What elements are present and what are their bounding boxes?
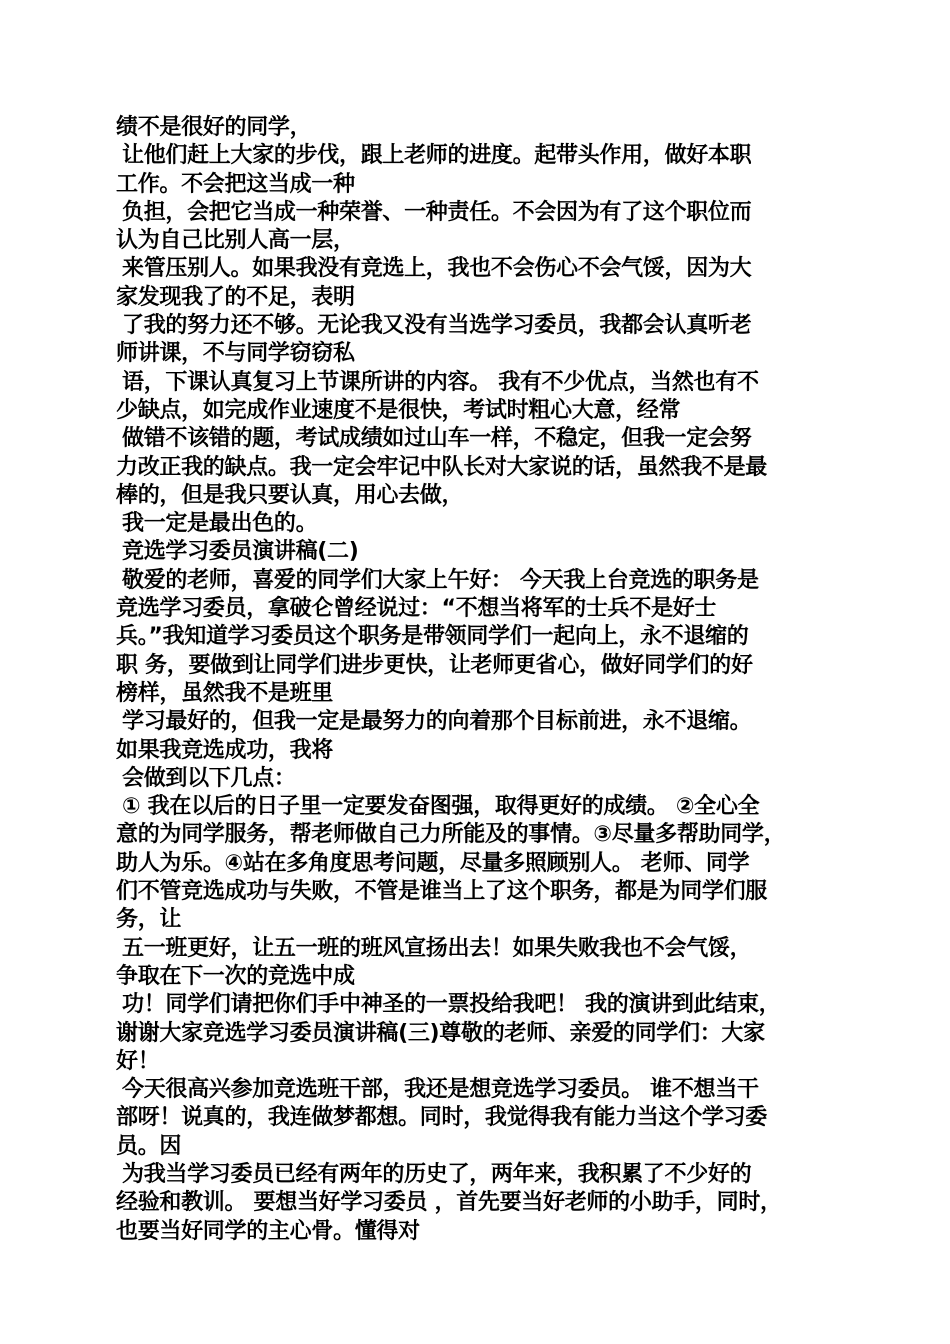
text-line: 争取在下一次的竞选中成: [116, 963, 355, 989]
text-line: 少缺点，如完成作业速度不是很快，考试时粗心大意，经常: [116, 397, 681, 423]
text-line: 竞选学习委员，拿破仑曾经说过：“不想当将军的士兵不是好士: [116, 596, 717, 622]
text-line: 谢谢大家竞选学习委员演讲稿(三)尊敬的老师、亲爱的同学们：大家: [116, 1020, 765, 1046]
text-line: 了我的努力还不够。无论我又没有当选学习委员，我都会认真听老: [122, 313, 752, 339]
text-line: 今天很高兴参加竞选班干部，我还是想竞选学习委员。 谁不想当干: [122, 1077, 759, 1103]
document-body: [116, 114, 844, 1246]
text-line: 五一班更好，让五一班的班风宣扬出去！如果失败我也不会气馁，: [122, 935, 752, 961]
text-line: 工作。不会把这当成一种: [116, 171, 355, 197]
text-line: 棒的，但是我只要认真，用心去做，: [116, 482, 464, 508]
text-line: 功！同学们请把你们手中神圣的一票投给我吧！ 我的演讲到此结束，: [122, 992, 781, 1018]
text-line: 竞选学习委员演讲稿(二): [122, 539, 359, 565]
text-line: 员。因: [116, 1133, 182, 1159]
text-line: 做错不该错的题，考试成绩如过山车一样，不稳定，但我一定会努: [122, 426, 752, 452]
text-line: 学习最好的，但我一定是最努力的向着那个目标前进，永不退缩。: [122, 709, 752, 735]
text-line: ① 我在以后的日子里一定要发奋图强，取得更好的成绩。 ②全心全: [122, 794, 760, 820]
text-line: 绩不是很好的同学，: [116, 115, 312, 140]
text-line: 认为自己比别人高一层，: [116, 228, 355, 254]
text-line: 榜样，虽然我不是班里: [116, 680, 334, 706]
text-line: 们不管竞选成功与失败，不管是谁当上了这个职务，都是为同学们服: [116, 879, 768, 905]
text-line: 让他们赶上大家的步伐，跟上老师的进度。起带头作用，做好本职: [122, 143, 752, 169]
text-line: 我一定是最出色的。: [122, 511, 318, 537]
text-line: 语，下课认真复习上节课所讲的内容。 我有不少优点，当然也有不: [122, 369, 759, 395]
text-line: 助人为乐。④站在多角度思考问题，尽量多照顾别人。 老师、同学: [116, 850, 750, 876]
text-line: 兵。”我知道学习委员这个职务是带领同学们一起向上，永不退缩的: [116, 624, 749, 650]
text-line: 务，让: [116, 907, 182, 933]
text-line: 负担，会把它当成一种荣誉、一种责任。不会因为有了这个职位而: [122, 199, 752, 225]
text-line: 家发现我了的不足，表明: [116, 284, 355, 310]
text-line: 会做到以下几点：: [122, 765, 296, 791]
text-line: 师讲课，不与同学窃窃私: [116, 341, 355, 367]
text-line: 好！: [116, 1048, 160, 1074]
text-line: 职 务，要做到让同学们进步更快，让老师更省心，做好同学们的好: [116, 652, 753, 678]
text-line: 为我当学习委员已经有两年的历史了，两年来，我积累了不少好的: [122, 1161, 752, 1187]
text-line: 如果我竞选成功，我将: [116, 737, 334, 763]
text-line: 意的为同学服务，帮老师做自己力所能及的事情。③尽量多帮助同学，: [116, 822, 786, 848]
text-line: 经验和教训。 要想当好学习委员 ，首先要当好老师的小助手，同时，: [116, 1190, 782, 1216]
text-line: 力改正我的缺点。我一定会牢记中队长对大家说的话，虽然我不是最: [116, 454, 768, 480]
text-line: 来管压别人。如果我没有竞选上，我也不会伤心不会气馁，因为大: [122, 256, 752, 282]
text-line: 敬爱的老师，喜爱的同学们大家上午好： 今天我上台竞选的职务是: [122, 567, 759, 593]
text-line: 部呀！说真的，我连做梦都想。同时，我觉得我有能力当这个学习委: [116, 1105, 768, 1131]
text-line: 也要当好同学的主心骨。懂得对: [116, 1218, 420, 1244]
